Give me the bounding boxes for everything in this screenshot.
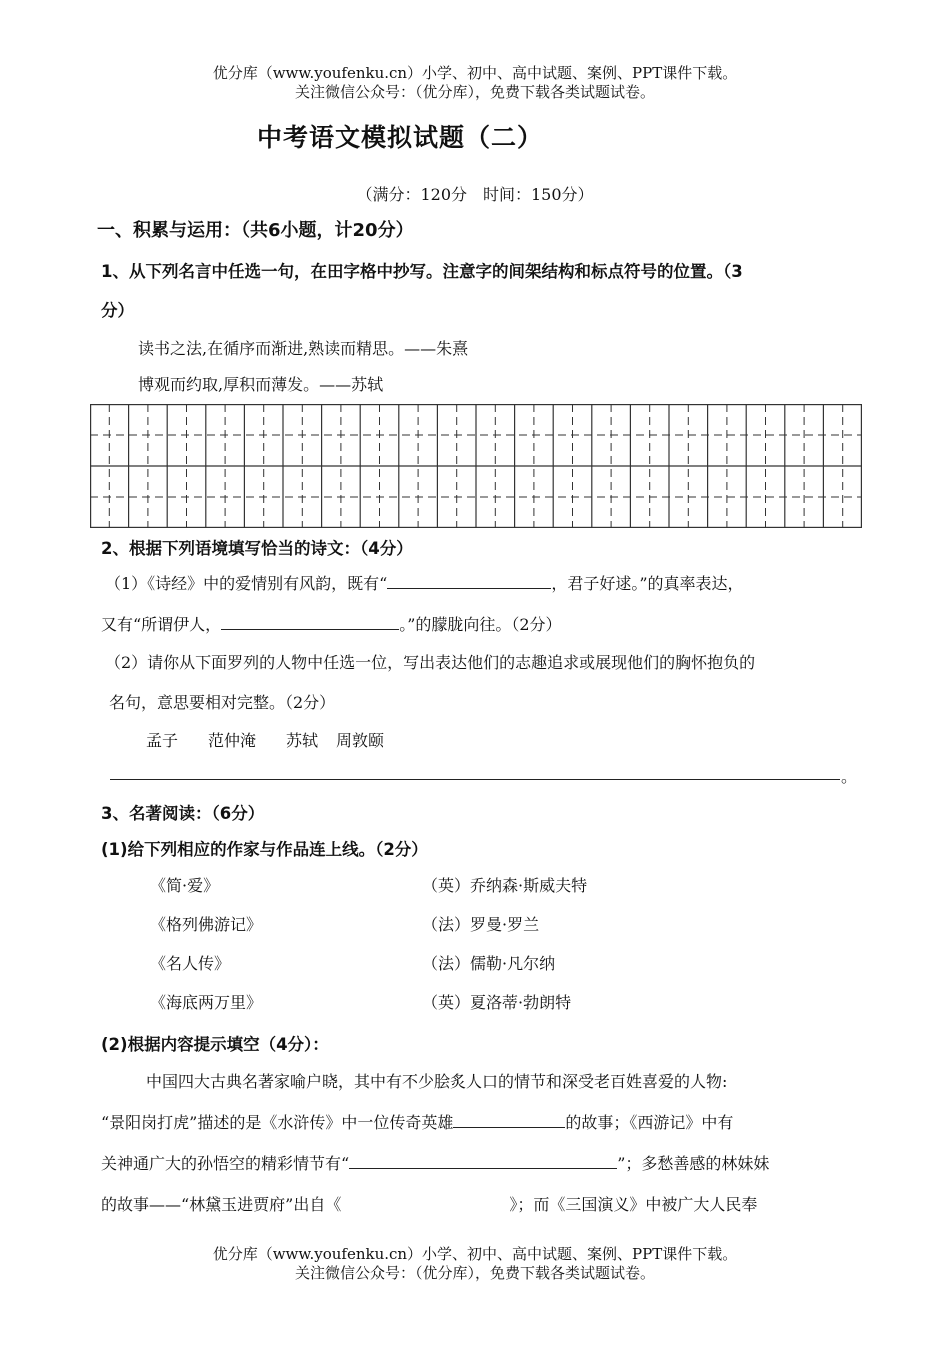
q3-prompt: 3、名著阅读：（6分） [101, 804, 265, 823]
q3-para-text-4a: 的故事——“林黛玉进贾府”出自《 [101, 1195, 342, 1214]
person-zhoudunyi: 周敦颐 [336, 731, 385, 750]
q1-prompt-line2: 分） [101, 301, 134, 320]
q3-para-line4 [101, 1192, 757, 1215]
person-sushi: 苏轼 [286, 731, 319, 750]
q2-part2-line1: （2）请你从下面罗列的人物中任选一位，写出表达他们的志趣追求或展现他们的胸怀抱负的 [105, 653, 756, 672]
q3-para-line2 [101, 1110, 733, 1133]
q2-blank-2[interactable] [221, 612, 399, 630]
author-3[interactable]: （法）儒勒·凡尔纳 [422, 954, 556, 973]
q2-part1-line1 [105, 571, 744, 594]
grid-canvas [90, 404, 862, 528]
q3-para-text-4b: 》；而《三国演义》中被广大人民奉 [509, 1195, 758, 1214]
tianzi-writing-grid[interactable] [90, 404, 862, 528]
work-2[interactable]: 《格列佛游记》 [150, 915, 263, 934]
q3-para-line3 [101, 1151, 769, 1174]
q3-para-text-3b: ”；多愁善感的林妹妹 [617, 1154, 770, 1173]
header-line-1: 优分库（www.youfenku.cn）小学、初中、高中试题、案例、PPT课件下载。 [212, 64, 738, 82]
q2-answer-end-mark: 。 [841, 767, 858, 786]
q2-part1-line2 [101, 612, 562, 635]
page-title: 中考语文模拟试题（二） [256, 123, 543, 152]
q2-blank-1[interactable] [387, 571, 551, 589]
q2-part1-text-d: 。”的朦胧向往。（2分） [399, 615, 562, 634]
q3-para-text-3a: 关神通广大的孙悟空的精彩情节有“ [101, 1154, 350, 1173]
q2-answer-line[interactable] [110, 779, 840, 780]
work-4[interactable]: 《海底两万里》 [150, 993, 263, 1012]
work-3[interactable]: 《名人传》 [150, 954, 231, 973]
exam-meta: （满分：120分 时间：150分） [356, 185, 594, 204]
q2-people-list [146, 728, 384, 751]
q1-quote-1: 读书之法,在循序而渐进,熟读而精思。——朱熹 [138, 339, 469, 358]
person-fanzhongyan: 范仲淹 [208, 731, 257, 750]
author-4[interactable]: （英）夏洛蒂·勃朗特 [422, 993, 572, 1012]
q3-sub1: (1)给下列相应的作家与作品连上线。（2分） [101, 840, 428, 859]
q1-prompt-line1: 1、从下列名言中任选一句，在田字格中抄写。注意字的间架结构和标点符号的位置。（3 [101, 262, 743, 281]
work-1[interactable]: 《简·爱》 [150, 876, 220, 895]
q2-part1-text-b: ，君子好逑。”的真率表达， [551, 574, 744, 593]
q3-blank-episode[interactable] [349, 1151, 617, 1169]
author-2[interactable]: （法）罗曼·罗兰 [422, 915, 540, 934]
q3-para-text-2a: “景阳岗打虎”描述的是《水浒传》中一位传奇英雄 [101, 1113, 454, 1132]
section-heading: 一、积累与运用：（共6小题，计20分） [97, 220, 414, 241]
person-mengzi: 孟子 [146, 731, 179, 750]
q2-part2-line2: 名句，意思要相对完整。（2分） [109, 693, 336, 712]
footer-line-2: 关注微信公众号：（优分库），免费下载各类试题试卷。 [294, 1264, 655, 1282]
q1-quote-2: 博观而约取,厚积而薄发。——苏轼 [138, 375, 384, 394]
footer-line-1: 优分库（www.youfenku.cn）小学、初中、高中试题、案例、PPT课件下载。 [212, 1245, 738, 1263]
q3-blank-hero[interactable] [453, 1110, 565, 1128]
q2-part1-text-c: 又有“所谓伊人， [101, 615, 222, 634]
q3-sub2: (2)根据内容提示填空（4分）： [101, 1035, 329, 1054]
q2-prompt: 2、根据下列语境填写恰当的诗文：（4分） [101, 539, 413, 558]
q2-part1-text-a: （1）《诗经》中的爱情别有风韵，既有“ [105, 574, 388, 593]
author-1[interactable]: （英）乔纳森·斯威夫特 [422, 876, 588, 895]
q3-para-line1: 中国四大古典名著家喻户晓，其中有不少脍炙人口的情节和深受老百姓喜爱的人物: [146, 1072, 728, 1091]
q3-para-text-2b: 的故事；《西游记》中有 [565, 1113, 734, 1132]
header-line-2: 关注微信公众号：（优分库），免费下载各类试题试卷。 [294, 83, 655, 101]
